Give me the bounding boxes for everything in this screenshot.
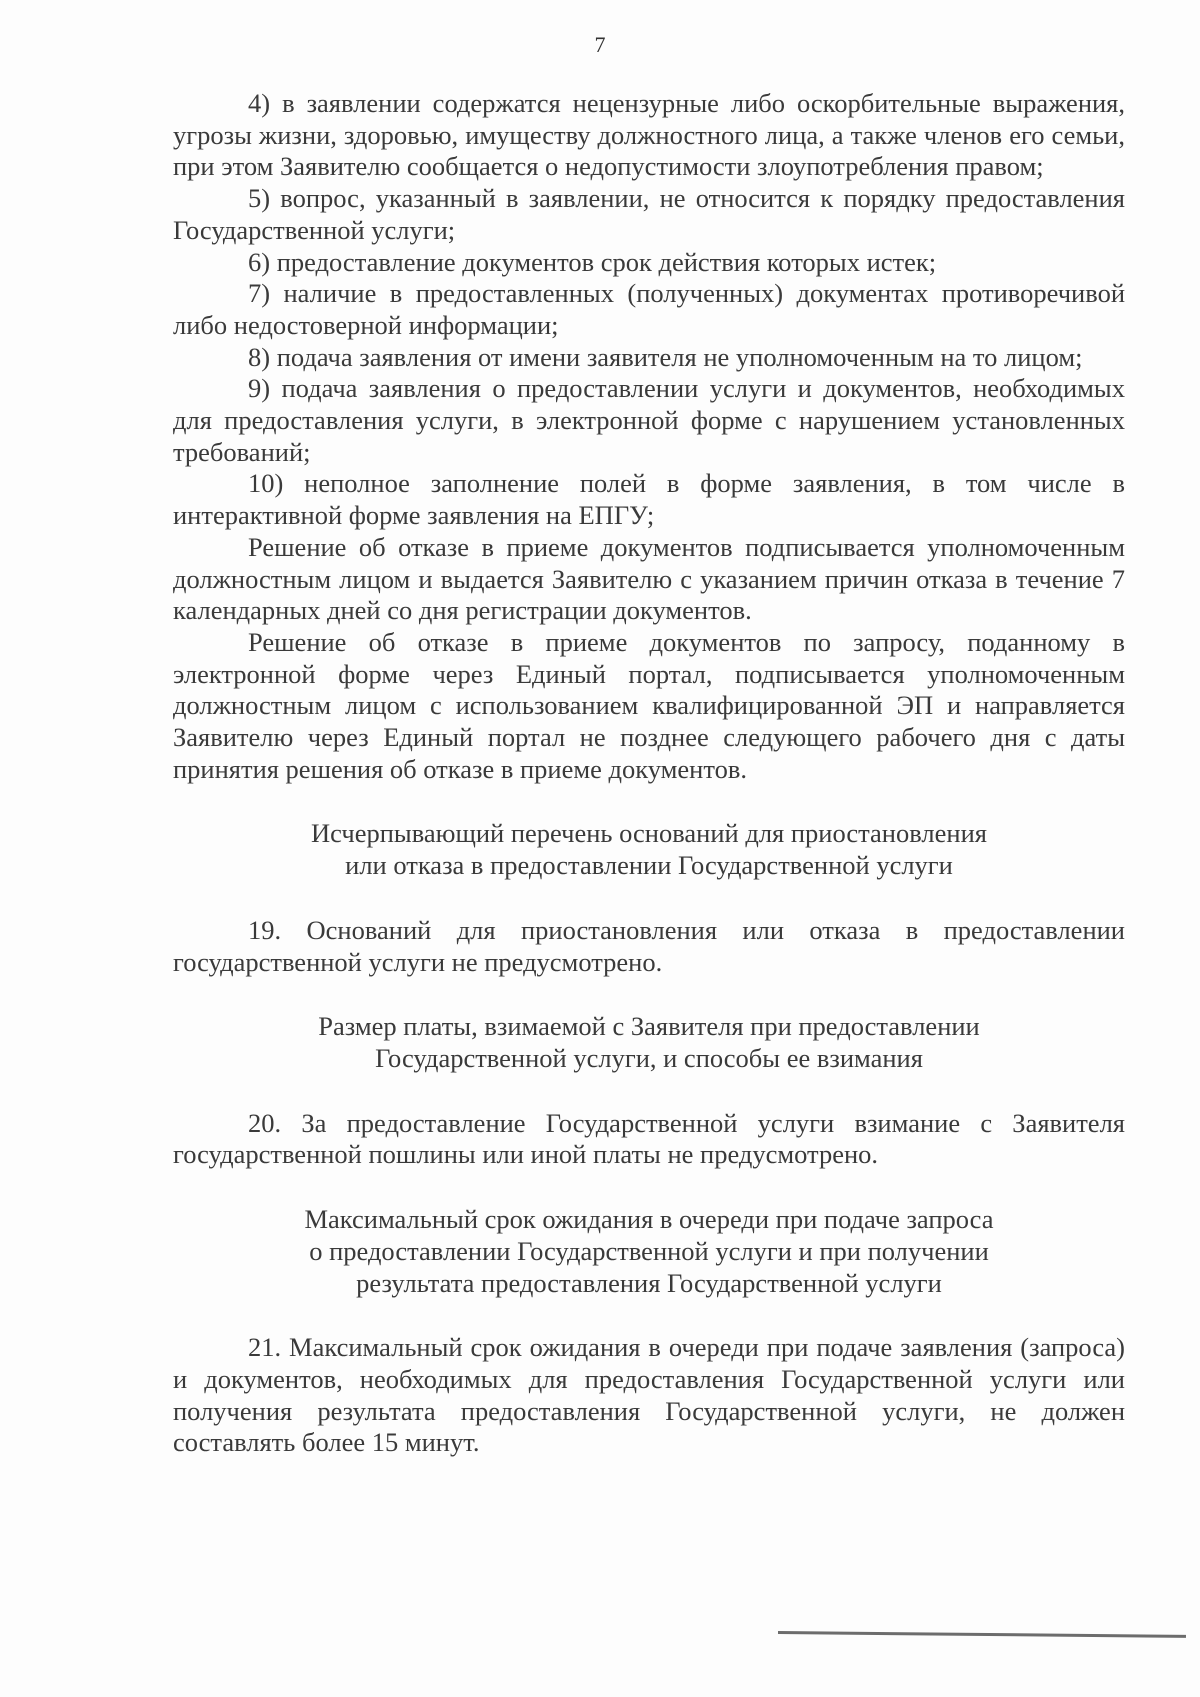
list-item-6: 6) предоставление документов срок действия которых истек; [248, 246, 937, 277]
decision-paragraph-1: Решение об отказе в приеме документов подписывается уполномоченным должностным лицом и выдается Заявителю с указанием причин отказа в течение 7 календарных дней со дня регистрации документов. [173, 531, 1125, 626]
section-20-text: 20. За предоставление Государственной услуги взимание с Заявителя государственной пошлины или иной платы не предусмотрено. [173, 1107, 1125, 1170]
decision-paragraph-2: Решение об отказе в приеме документов по запросу, поданному в электронной форме через Единый портал, подписывается уполномоченным должностным лицом с использованием квалифицированной ЭП и направляется Заявителю через Единый портал не позднее следующего рабочего дня с даты принятия решения об отказе в приеме документов. [173, 626, 1125, 784]
list-item-10: 10) неполное заполнение полей в форме заявления, в том числе в интерактивной форме заявления на ЕПГУ; [173, 468, 1125, 531]
section-21-heading-line-2: о предоставлении Государственной услуги и при получении [309, 1235, 989, 1266]
bottom-divider [778, 1631, 1186, 1638]
page-number: 7 [594, 32, 606, 57]
section-20-heading [173, 1011, 1125, 1074]
section-21-text: 21. Максимальный срок ожидания в очереди при подаче заявления (запроса) и документов, необходимых для предоставления Государственной услуги или получения результата предоставления Государственной услуги, не должен составлять более 15 минут. [173, 1332, 1125, 1458]
section-19-heading-line-1: Исчерпывающий перечень оснований для приостановления [311, 818, 987, 849]
list-item-7: 7) наличие в предоставленных (полученных) документах противоречивой либо недостоверной информации; [173, 278, 1125, 340]
section-21-heading-line-3: результата предоставления Государственной услуги [356, 1267, 942, 1298]
section-21-heading-line-1: Максимальный срок ожидания в очереди при подаче запроса [304, 1204, 994, 1235]
list-item-9: 9) подача заявления о предоставлении услуги и документов, необходимых для предоставления услуги, в электронной форме с нарушением установленных требований; [173, 373, 1125, 467]
document-body [173, 88, 1125, 1459]
section-19-heading [173, 818, 1125, 881]
list-item-5: 5) вопрос, указанный в заявлении, не относится к порядку предоставления Государственной услуги; [173, 183, 1125, 245]
list-item-4: 4) в заявлении содержатся нецензурные либо оскорбительные выражения, угрозы жизни, здоровью, имуществу должностного лица, а также членов его семьи, при этом Заявителю сообщается о недопустимости злоупотребления правом; [173, 88, 1125, 182]
section-21-heading [173, 1204, 1125, 1299]
list-item-8: 8) подача заявления от имени заявителя не уполномоченным на то лицом; [248, 341, 1083, 372]
section-19-text: 19. Оснований для приостановления или отказа в предоставлении государственной услуги не предусмотрено. [173, 914, 1125, 977]
section-19-heading-line-2: или отказа в предоставлении Государственной услуги [345, 850, 953, 881]
section-20-heading-line-2: Государственной услуги, и способы ее взимания [375, 1042, 923, 1073]
section-20-heading-line-1: Размер платы, взимаемой с Заявителя при предоставлении [318, 1011, 980, 1042]
